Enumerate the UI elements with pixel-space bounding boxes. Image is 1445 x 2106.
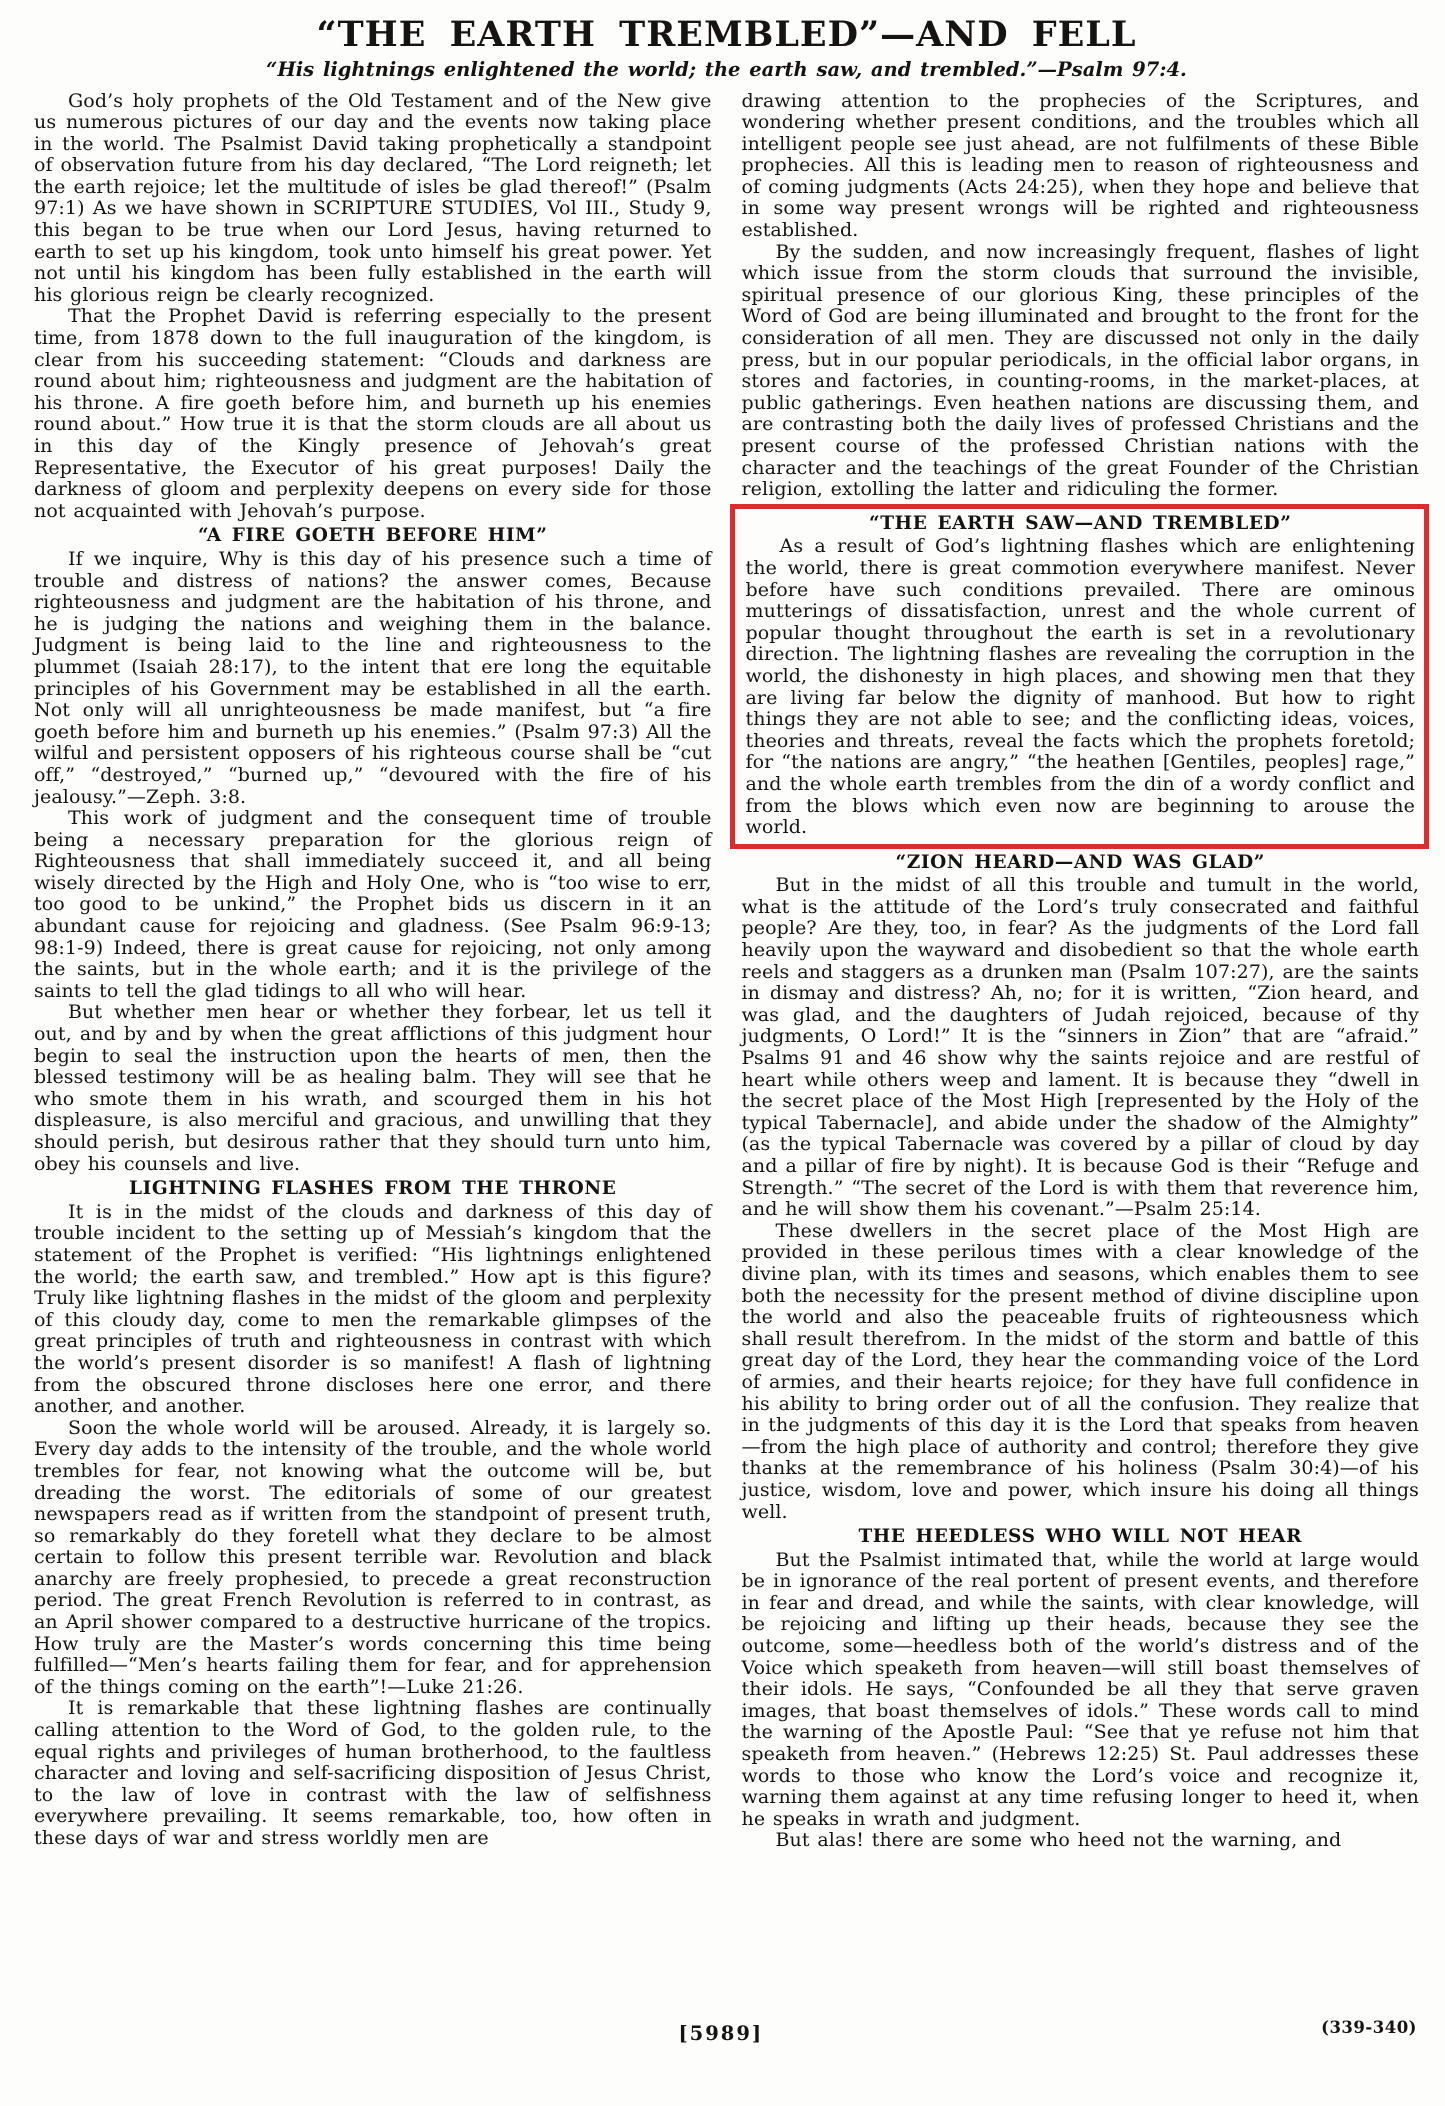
- paragraph: But whether men hear or whether they forbear, let us tell it out, and by and by when the great afflictions of this judgment hour begin to seal the instruction upon the hearts of men, then the blessed testimony will be as healing balm. They will see that he who smote them in his wrath, and scourged them in his hot displeasure, is also merciful and gracious, and unwilling that they should perish, but desirous rather that they should turn unto him, obey his counsels and live.: [34, 1001, 712, 1175]
- paragraph: It is in the midst of the clouds and darkness of this day of trouble incident to the setting up of Messiah’s kingdom that the statement of the Prophet is verified: “His lightnings enlightened the world; the earth saw, and trembled.” How apt is this figure? Truly like lightning flashes in the midst of the gloom and perplexity of this cloudy day, come to men the remarkable glimpses of the great principles of truth and righteousness in contrast with which the world’s present disorder is so manifest! A flash of lightning from the obscured throne discloses here one error, and there another, and another.: [34, 1200, 712, 1418]
- paragraph: But alas! there are some who heed not the warning, and: [775, 1829, 1342, 1852]
- paragraph: If we inquire, Why is this day of his presence such a time of trouble and distress of nations? the answer comes, Because righteousness and judgment are the habitation of his throne, and he is judging the nations and weighing them in the balance. Judgment is being laid to the line and righteousness to the plummet (Isaiah 28:17), to the intent that ere long the equitable principles of his Government may be established in all the earth. Not only will all unrighteousness be made manifest, but “a fire goeth before him and burneth up his enemies.” (Psalm 97:3) All the wilful and persistent opposers of his righteous course shall be “cut off,” “destroyed,” “burned up,” “devoured with the fire of his jealousy.”—Zeph. 3:8.: [34, 547, 712, 808]
- page-number: [5989]: [678, 2022, 764, 2045]
- paragraph: It is remarkable that these lightning flashes are continually calling attention to the Word of God, to the golden rule, to the equal rights and privileges of human brotherhood, to the faultless character and loving and self-sacrificing disposition of Jesus Christ, to the law of love in contrast with the law of selfishness everywhere prevailing. It seems remarkable, too, how often in these days of war and stress worldly men are: [34, 1697, 712, 1849]
- page-footer: [0, 2018, 1445, 2062]
- paragraph: By the sudden, and now increasingly frequent, flashes of light which issue from the storm clouds that surround the invisible, spiritual presence of our glorious King, these principles of the Word of God are being illuminated and brought to the front for the consideration of all men. They are discussed not only in the daily press, but in our popular periodicals, in the official labor organs, in stores and factories, in counting-rooms, in the market-places, at public gatherings. Even heathen nations are discussing them, and are contrasting both the daily lives of professed Christians and the present course of the professed Christian nations with the character and the teachings of the great Founder of the Christian religion, extolling the latter and ridiculing the former.: [741, 240, 1419, 501]
- article-title: “THE EARTH TREMBLED”—AND FELL: [316, 14, 1137, 55]
- left-column: [34, 91, 712, 1850]
- section-heading: LIGHTNING FLASHES FROM THE THRONE: [128, 1178, 617, 1200]
- paragraph: These dwellers in the secret place of the Most High are provided in these perilous times with a clear knowledge of the divine plan, with its times and seasons, which enables them to see both the necessity for the present method of divine discipline upon the world and also the peaceable fruits of righteousness which shall result therefrom. In the midst of the storm and battle of this great day of the Lord, they hear the commanding voice of the Lord of armies, and their hearts rejoice; for they have full confidence in his ability to bring order out of all the confusion. They realize that in the judgments of this day it is the Lord that speaks from heaven—from the high place of authority and control; therefore they give thanks at the remembrance of his holiness (Psalm 30:4)—of his justice, wisdom, love and power, which insure his doing all things well.: [741, 1219, 1419, 1523]
- reprint-page-range: (339-340): [1321, 2018, 1417, 2037]
- two-column-body: [34, 91, 1419, 1853]
- article-subtitle: “His lightnings enlightened the world; the earth saw, and trembled.”—Psalm 97:4.: [266, 57, 1187, 81]
- section-heading: THE HEEDLESS WHO WILL NOT HEAR: [858, 1526, 1303, 1548]
- right-column: [742, 91, 1420, 1853]
- paragraph: But the Psalmist intimated that, while the world at large would be in ignorance of the real portent of present events, and therefore in fear and dread, and while the saints, with clear knowledge, will be rejoicing and lifting up their heads, because they see the outcome, some—heedless both of the world’s distress and of the Voice which speaketh from heaven—will still boast themselves of their idols. He says, “Confounded be all they that serve graven images, that boast themselves of idols.” These words call to mind the warning of the Apostle Paul: “See that ye refuse not him that speaketh from heaven.” (Hebrews 12:25) St. Paul addresses these words to those who know the Lord’s voice and recognize it, warning them against at any time refusing longer to heed it, when he speaks in wrath and judgment.: [741, 1548, 1419, 1830]
- paragraph: But in the midst of all this trouble and tumult in the world, what is the attitude of the Lord’s truly consecrated and faithful people? Are they, too, in fear? As the judgments of the Lord fall heavily upon the wayward and disobedient so that the whole earth reels and staggers as a drunken man (Psalm 107:27), are the saints in dismay and distress? Ah, no; for it is written, “Zion heard, and was glad, and the daughters of Judah rejoiced, because of thy judgments, O Lord!” It is the “sinners in Zion” that are “afraid.” Psalms 91 and 46 show why the saints rejoice and are restful of heart while others weep and lament. It is because they “dwell in the secret place of the Most High [represented by the Holy of the typical Tabernacle], and abide under the shadow of the Almighty” (as the typical Tabernacle was covered by a pillar of cloud by day and a pillar of fire by night). It is because God is their “Refuge and Strength.” “The secret of the Lord is with them that reverence him, and he will show them his covenant.”—Psalm 25:14.: [741, 874, 1419, 1221]
- section-heading: “ZION HEARD—AND WAS GLAD”: [895, 851, 1265, 873]
- highlight-annotation-box: [730, 504, 1430, 849]
- section-heading: “THE EARTH SAW—AND TREMBLED”: [869, 512, 1292, 534]
- paragraph: drawing attention to the prophecies of the Scriptures, and wondering whether present conditions, and the troubles which all intelligent people see just ahead, are not fulfilments of these Bible prophecies. All this is leading men to reason of righteousness and of coming judgments (Acts 24:25), when they hope and believe that in some way present wrongs will be righted and righteousness established.: [741, 89, 1419, 242]
- paragraph: Soon the whole world will be aroused. Already, it is largely so. Every day adds to the intensity of the trouble, and the whole world trembles for fear, not knowing what the outcome will be, but dreading the worst. The editorials of some of our greatest newspapers read as if written from the standpoint of present truth, so remarkably do they foretell what they declare to be almost certain to follow this present terrible war. Revolution and black anarchy are freely prophesied, to precede a great reconstruction period. The great French Revolution is referred to in contrast, as an April shower compared to a destructive hurricane of the tropics. How truly are the Master’s words concerning this time being fulfilled—“Men’s hearts failing them for fear, and for apprehension of the things coming on the earth”!—Luke 21:26.: [34, 1416, 712, 1698]
- paragraph: God’s holy prophets of the Old Testament and of the New give us numerous pictures of our day and the events now taking place in the world. The Psalmist David taking prophetically a standpoint of observation future from his day declared, “The Lord reigneth; let the earth rejoice; let the multitude of isles be glad thereof!” (Psalm 97:1) As we have shown in SCRIPTURE STUDIES, Vol III., Study 9, this began to be true when our Lord Jesus, having returned to earth to set up his kingdom, took unto himself his great power. Yet not until his kingdom has been fully established in the earth will his glorious reign be clearly recognized.: [34, 89, 712, 306]
- section-heading: “A FIRE GOETH BEFORE HIM”: [198, 525, 548, 547]
- paragraph: That the Prophet David is referring especially to the present time, from 1878 down to the full inauguration of the kingdom, is clear from his succeeding statement: “Clouds and darkness are round about him; righteousness and judgment are the habitation of his throne. A fire goeth before him, and burneth up his enemies round about.” How true it is that the storm clouds are all about us in this day of the Kingly presence of Jehovah’s great Representative, the Executor of his great purposes! Daily the darkness of gloom and perplexity deepens on every side for those not acquainted with Jehovah’s purpose.: [34, 305, 712, 522]
- paragraph: This work of judgment and the consequent time of trouble being a necessary preparation for the glorious reign of Righteousness that shall immediately succeed it, and all being wisely directed by the High and Holy One, who is “too wise to err, too good to be unkind,” the Prophet bids us discern in it an abundant cause for rejoicing and gladness. (See Psalm 96:9-13; 98:1-9) Indeed, there is great cause for rejoicing, not only among the saints, but in the whole earth; and it is the privilege of the saints to tell the glad tidings to all who will hear.: [34, 807, 712, 1002]
- article-header: [34, 16, 1419, 81]
- paragraph: As a result of God’s lightning flashes which are enlightening the world, there is great commotion everywhere manifest. Never before have such conditions prevailed. There are ominous mutterings of dissatisfaction, unrest and the whole current of popular thought throughout the earth is set in a revolutionary direction. The lightning flashes are revealing the corruption in the world, the dishonesty in high places, and showing men that they are living far below the dignity of manhood. But how to right things they are not able to see; and the conflicting ideas, voices, theories and threats, reveal the facts which the prophets foretold; for “the nations are angry,” “the heathen [Gentiles, peoples] rage,” and the whole earth trembles from the din of a wordy conflict and from the blows which even now are beginning to arouse the world.: [745, 535, 1415, 839]
